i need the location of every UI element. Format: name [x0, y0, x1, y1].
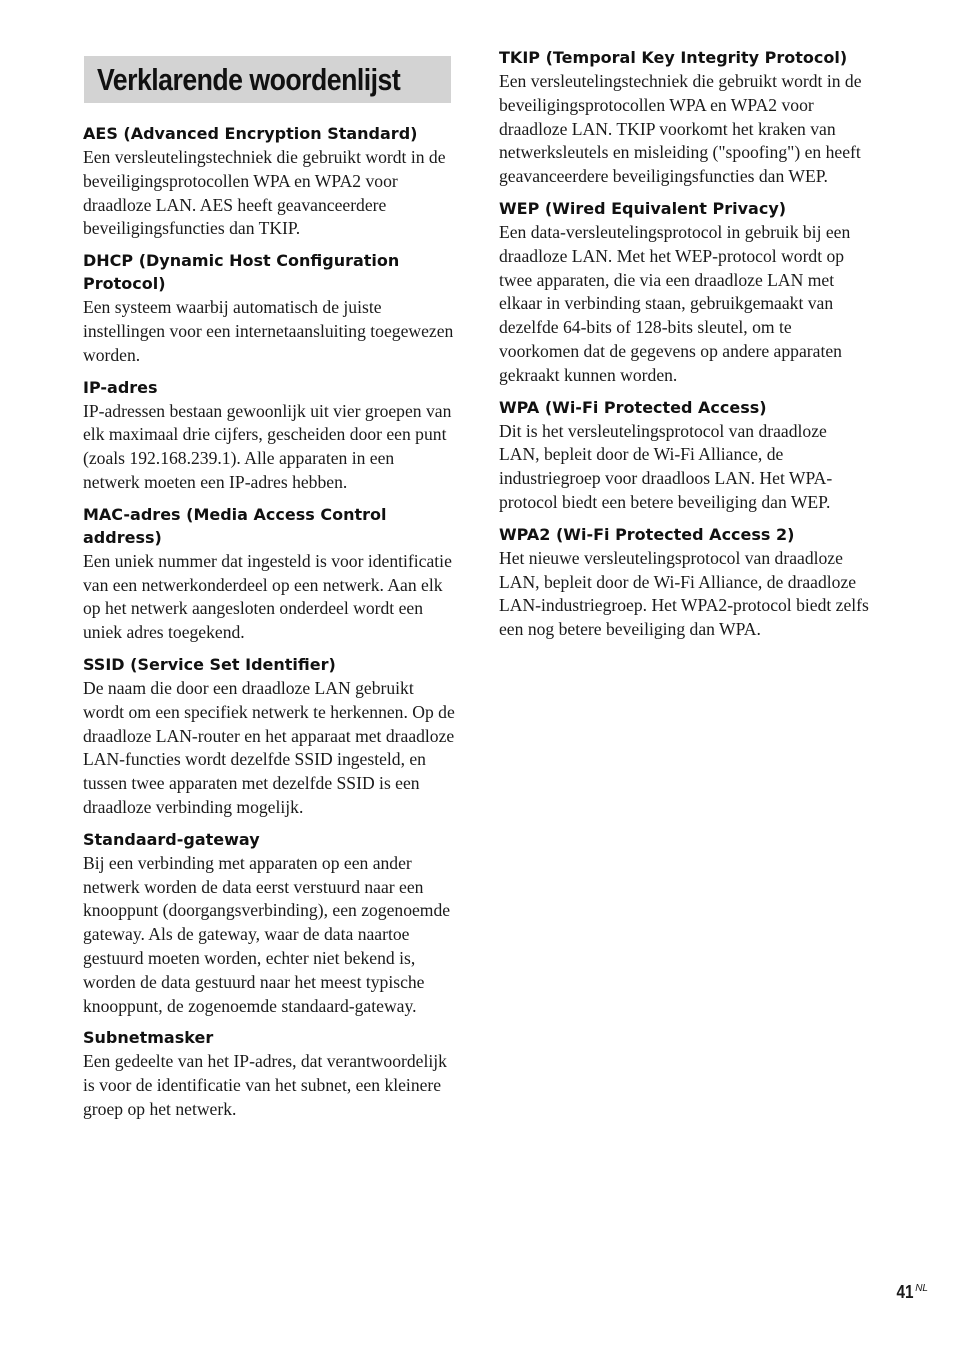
- left-column: [83, 122, 455, 1130]
- glossary-definition: De naam die door een draadloze LAN gebruikt wordt om een specifiek netwerk te herkennen. Op de draadloze LAN-router en het apparaat met draadloze LAN-functies wordt dezelfde SSID ingesteld, en tussen twee apparaten met dezelfde SSID is een draadloze verbinding mogelijk.: [83, 677, 455, 817]
- glossary-term: AES (Advanced Encryption Standard): [83, 124, 418, 143]
- glossary-entry: [83, 122, 455, 241]
- page-title: Verklarende woordenlijst: [97, 62, 401, 97]
- page-language-code: NL: [915, 1283, 928, 1294]
- glossary-definition: Het nieuwe versleutelingsprotocol van draadloze LAN, bepleit door de Wi-Fi Alliance, de draadloze LAN-industriegroep. Het WPA2-protocol biedt zelfs een nog betere beveiliging dan WPA.: [499, 547, 869, 640]
- glossary-definition: Een systeem waarbij automatisch de juiste instellingen voor een internetaansluiting toegewezen worden.: [83, 297, 454, 365]
- glossary-definition: Een gedeelte van het IP-adres, dat verantwoordelijk is voor de identificatie van het subnet, een kleinere groep op het netwerk.: [83, 1051, 447, 1119]
- glossary-definition: Een data-versleutelingsprotocol in gebruik bij een draadloze LAN. Met het WEP-protocol wordt op twee apparaten, die via een draadloze LAN met elkaar in verbinding staan, gebruikgemaakt van dezelfde 64-bits of 128-bits sleutel, om te voorkomen dat de gegevens op andere apparaten gekraakt kunnen worden.: [499, 221, 851, 385]
- glossary-entry: [83, 1026, 455, 1121]
- glossary-definition: Een versleutelingstechniek die gebruikt wordt in de beveiligingsprotocollen WPA en WPA2 voor draadloze LAN. TKIP voorkomt het kraken van netwerksleutels en misleiding ("spoofing") en heeft geavanceerdere beveiligingsfuncties dan WEP.: [499, 71, 862, 187]
- glossary-definition: Bij een verbinding met apparaten op een ander netwerk worden de data eerst verstuurd naar een knooppunt (doorgangsverbinding), een zogenoemde gateway. Als de gateway, waar de data naartoe gestuurd moeten worden, echter niet bekend is, worden de data gestuurd naar het meest typische knooppunt, de zogenoemde standaard-gateway.: [83, 852, 451, 1016]
- glossary-term: WPA (Wi-Fi Protected Access): [499, 397, 767, 417]
- glossary-term: IP-adres: [83, 377, 158, 397]
- glossary-definition: IP-adressen bestaan gewoonlijk uit vier groepen van elk maximaal drie cijfers, gescheiden door een punt (zoals 192.168.239.1). Alle apparaten in een netwerk moeten een IP-adres hebben.: [83, 400, 452, 492]
- glossary-term: WPA2 (Wi-Fi Protected Access 2): [499, 524, 795, 544]
- glossary-entry: [499, 396, 871, 515]
- glossary-term: TKIP (Temporal Key Integrity Protocol): [499, 48, 848, 67]
- glossary-entry: [83, 503, 455, 645]
- glossary-term: MAC-adres (Media Access Control address): [83, 504, 387, 547]
- glossary-entry: [83, 828, 455, 1019]
- glossary-entry: [499, 46, 871, 189]
- glossary-definition: Een versleutelingstechniek die gebruikt wordt in de beveiligingsprotocollen WPA en WPA2 voor draadloze LAN. AES heeft geavanceerdere beveiligingsfuncties dan TKIP.: [83, 147, 446, 239]
- glossary-term: Subnetmasker: [83, 1028, 214, 1048]
- glossary-definition: Een uniek nummer dat ingesteld is voor identificatie van een netwerkonderdeel op een netwerk. Aan elk op het netwerk aangesloten onderdeel wordt een uniek adres toegekend.: [83, 550, 452, 643]
- glossary-entry: [83, 653, 455, 820]
- glossary-term: WEP (Wired Equivalent Privacy): [499, 198, 787, 218]
- page-number: [895, 1282, 928, 1303]
- section-title-banner: [84, 56, 451, 103]
- right-column: [499, 46, 871, 650]
- glossary-term: DHCP (Dynamic Host Configuration Protocol): [83, 251, 400, 294]
- glossary-entry: [499, 523, 871, 642]
- page-number-value: 41: [896, 1282, 914, 1302]
- glossary-definition: Dit is het versleutelingsprotocol van draadloze LAN, bepleit door de Wi-Fi Alliance, de industriegroep voor draadloos LAN. Het WPA-protocol biedt een betere beveiliging dan WEP.: [499, 420, 833, 512]
- glossary-entry: [83, 249, 455, 367]
- glossary-term: SSID (Service Set Identifier): [83, 654, 336, 674]
- glossary-entry: [499, 197, 871, 388]
- glossary-term: Standaard-gateway: [83, 829, 260, 849]
- glossary-entry: [83, 376, 455, 495]
